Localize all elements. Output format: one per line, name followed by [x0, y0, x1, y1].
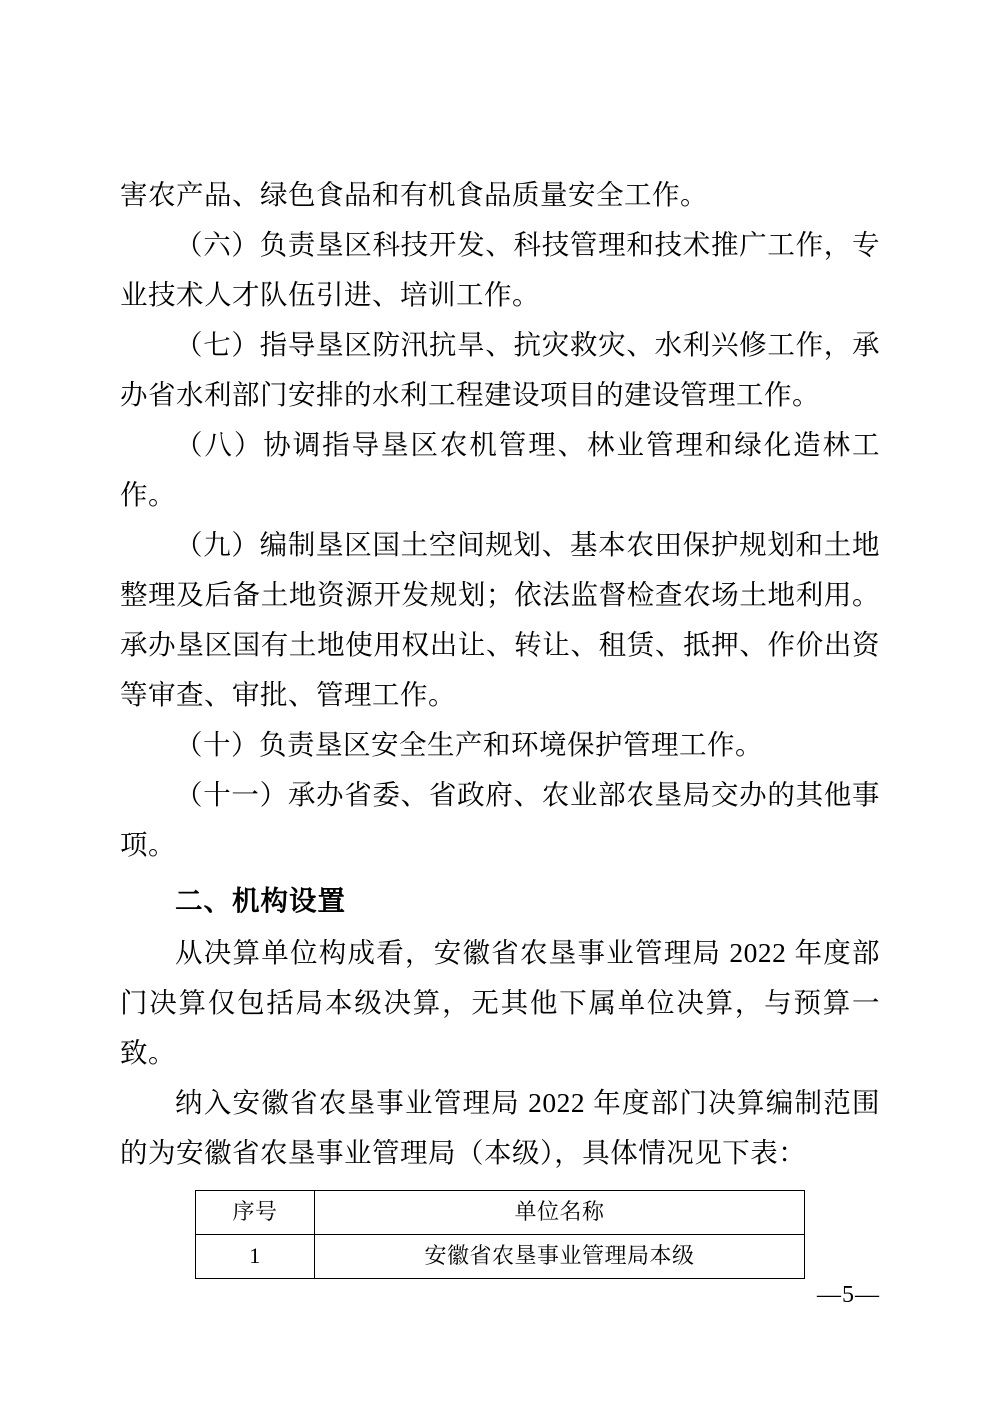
table-cell-unit-name: 安徽省农垦事业管理局本级	[315, 1235, 805, 1279]
page-number: —5—	[817, 1282, 880, 1308]
unit-table	[195, 1190, 805, 1279]
section-heading-organization: 二、机构设置	[175, 885, 346, 916]
table-cell-index: 1	[196, 1235, 315, 1279]
table-header-unit-name: 单位名称	[315, 1191, 805, 1235]
paragraph-item-7: （七）指导垦区防汛抗旱、抗灾救灾、水利兴修工作，承办省水利部门安排的水利工程建设项目的建设管理工作。	[120, 329, 880, 410]
paragraph-section-2: 纳入安徽省农垦事业管理局 2022 年度部门决算编制范围的为安徽省农垦事业管理局（本级），具体情况见下表：	[120, 1087, 880, 1168]
document-body	[120, 170, 880, 1279]
paragraph-section-1: 从决算单位构成看，安徽省农垦事业管理局 2022 年度部门决算仅包括局本级决算，无其他下属单位决算，与预算一致。	[120, 937, 880, 1068]
table-header-row	[196, 1191, 805, 1235]
paragraph-item-6: （六）负责垦区科技开发、科技管理和技术推广工作，专业技术人才队伍引进、培训工作。	[120, 229, 880, 310]
paragraph-item-9: （九）编制垦区国土空间规划、基本农田保护规划和土地整理及后备土地资源开发规划；依法监督检查农场土地利用。承办垦区国有土地使用权出让、转让、租赁、抵押、作价出资等审查、审批、管理工作。	[120, 529, 880, 710]
unit-table-body	[196, 1235, 805, 1279]
unit-table-head	[196, 1191, 805, 1235]
paragraph-item-8: （八）协调指导垦区农机管理、林业管理和绿化造林工作。	[120, 429, 880, 510]
paragraph-item-10: （十）负责垦区安全生产和环境保护管理工作。	[175, 729, 763, 760]
table-row	[196, 1235, 805, 1279]
paragraph-continuation: 害农产品、绿色食品和有机食品质量安全工作。	[120, 179, 708, 210]
paragraph-item-11: （十一）承办省委、省政府、农业部农垦局交办的其他事项。	[120, 779, 880, 860]
unit-table-wrapper	[120, 1190, 880, 1279]
table-header-index: 序号	[196, 1191, 315, 1235]
